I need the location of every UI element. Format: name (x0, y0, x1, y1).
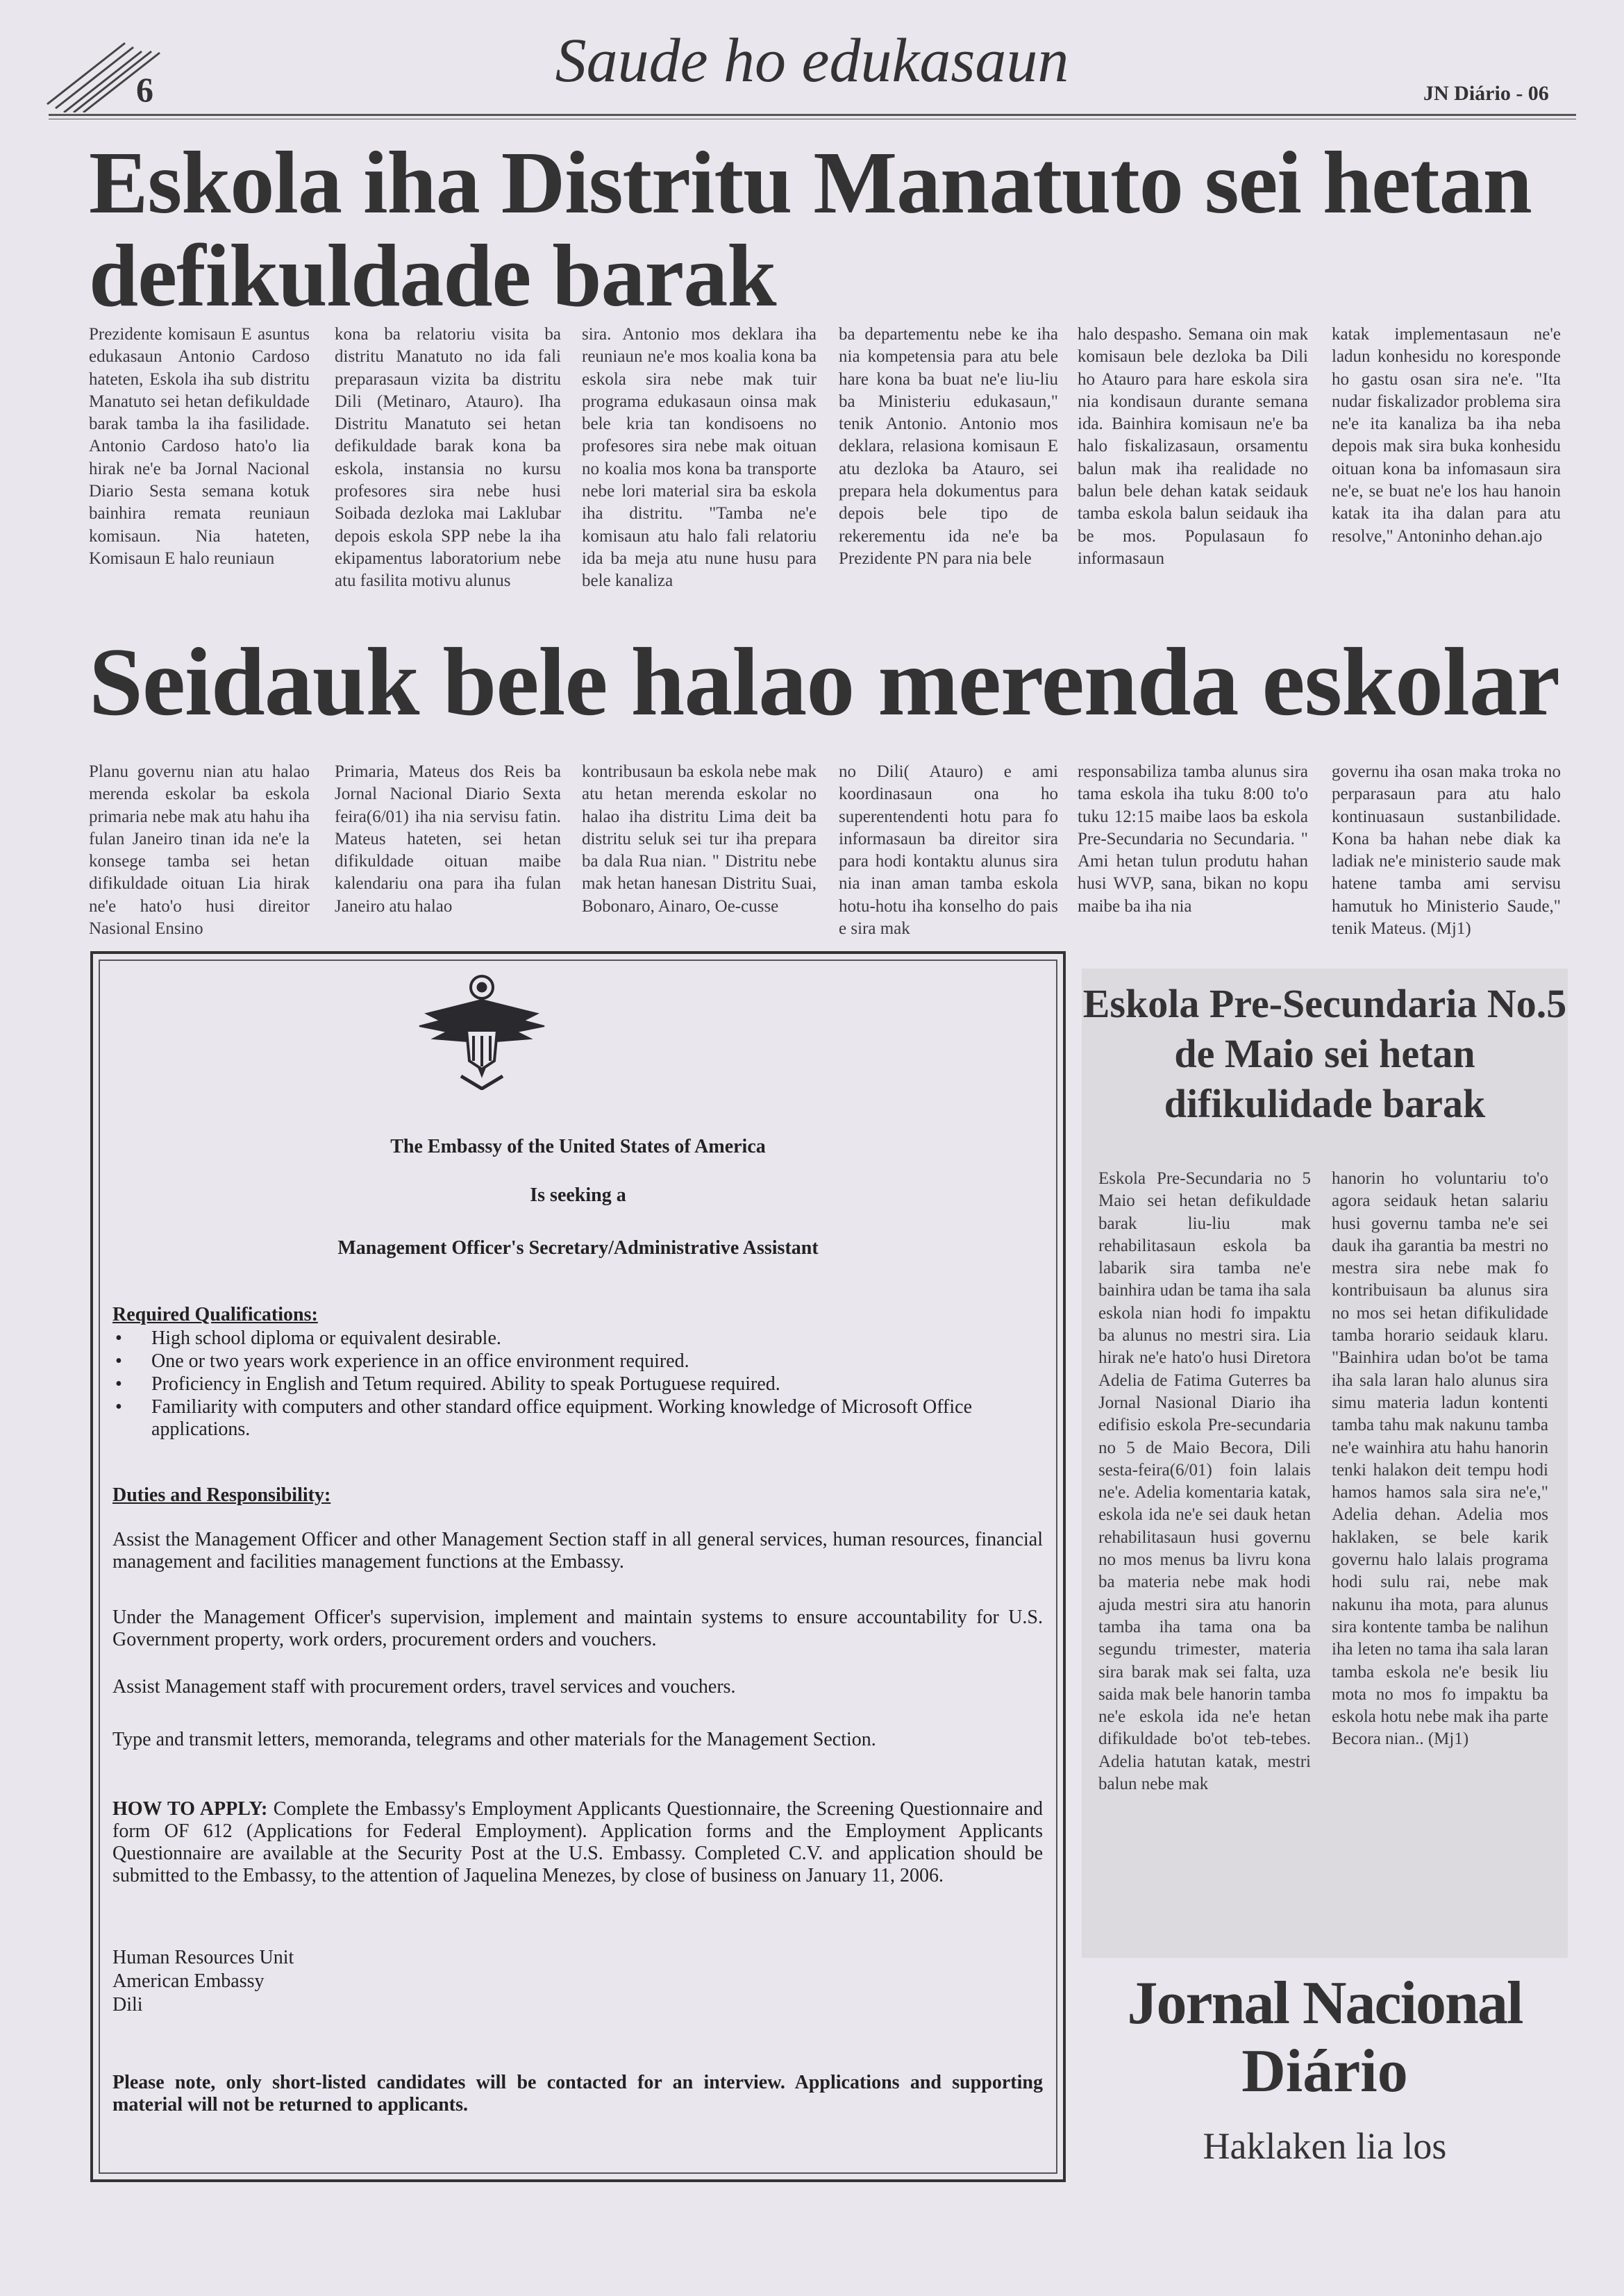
newspaper-tagline: Haklaken lia los (1203, 2125, 1447, 2167)
header-rule (49, 114, 1576, 116)
article1-column-6: katak implementasaun ne'e ladun konhesidu no koresponde ho gastu osan sira ne'e. "Ita nudar fiskalizador problema sira ne'e ita kanaliza ba iha neba depois mak sira buka konhesidu oituan kona ba infomasaun sira ne'e, se buat ne'e los hau hanoin katak ita iha dalan para atu resolve," Antoninho dehan.ajo (1332, 325, 1561, 546)
article2-column-4: no Dili( Atauro) e ami koordinasaun ona ho superentendenti hotu para fo informasaun ba direitor sira para hodi kontaktu alunus sira nia inan aman tamba eskola hotu-hotu iha konselho do pais e sira mak (839, 762, 1058, 939)
issue-label: JN Diário - 06 (1423, 82, 1549, 105)
page-number: 6 (136, 70, 153, 109)
ad-duty-4: Type and transmit letters, memoranda, telegrams and other materials for the Management Section. (112, 1729, 876, 1750)
ad-apply-text: Complete the Embassy's Employment Applicants Questionnaire, the Screening Questionnaire and form OF 612 (Applications for Federal Employment). Application forms and the Employment Applicants Questionnaire are available at the Security Post at the U.S. Embassy. Completed C.V. and application should be submitted to the Embassy, to the attention of Jaquelina Menezes, by close of business on January 11, 2006. (112, 1798, 1043, 1886)
ad-duty-2: Under the Management Officer's supervision, implement and maintain systems to ensure accountability for U.S. Government property, work orders, procurement orders and vouchers. (112, 1607, 1043, 1650)
sidebar-column-2: hanorin ho voluntariu to'o agora seidauk hetan salariu husi governu tamba ne'e sei dauk iha garantia ba mestri no mestra sira nebe mak fo kontribuisaun ba alunus sira no mos sei hetan difikulidade tamba horario seidauk klaru. "Bainhira udan bo'ot be tama iha sala laran halo alunus sira simu materia ladun kontenti tamba tahu mak nakunu tamba ne'e wainhira atu hahu hanorin tenki halakon deit tempu hodi hamos hamos sala sira ne'e," Adelia dehan. Adelia mos haklaken, se bele karik governu halo lalais programa hodi sulu rai, nebe mak nakunu iha mota, para alunus sira kontente tamba be nalihun iha leten no tama iha sala laran tamba eskola ne'e besik liu mota no mos fo impaktu ba eskola hotu nebe mak iha parte Becora nian.. (Mj1) (1332, 1169, 1548, 1749)
sidebar-headline: Eskola Pre-Secundaria No.5 de Maio sei hetan difikulidade barak (1082, 981, 1567, 1126)
section-title: Saude ho edukasaun (555, 26, 1069, 95)
ad-how-to-apply (112, 1798, 1043, 1887)
ad-position-title: Management Officer's Secretary/Administrative Assistant (337, 1237, 819, 1259)
ad-qualification-text: One or two years work experience in an office environment required. (151, 1350, 689, 1372)
newspaper-logo-line-1: Jornal Nacional (1127, 1970, 1523, 2037)
bullet-icon: • (115, 1396, 122, 1418)
article2-column-6: governu iha osan maka troka no perparasaun para atu halo kontinuasaun sustanbilidade. Kona ba hahan nebe diak ka ladiak ne'e ministerio saude mak hatene tamba ami servisu hamutuk ho Ministerio Saude," tenik Mateus. (Mj1) (1332, 762, 1561, 939)
bullet-icon: • (115, 1373, 122, 1395)
ad-apply-label: HOW TO APPLY: (112, 1798, 268, 1820)
article2-column-5: responsabiliza tamba alunus sira tama eskola iha tuku 8:00 to'o tuku 12:15 maibe laos ba eskola Pre-Secundaria no Secundaria. " Ami hetan tulun produtu hahan husi WVP, sana, bikan no kopu maibe ba iha nia (1078, 762, 1308, 916)
ad-qualifications-title: Required Qualifications: (112, 1304, 318, 1325)
us-embassy-seal-icon (412, 972, 551, 1090)
article2-headline: Seidauk bele halao merenda eskolar (89, 628, 1560, 736)
article1-column-2: kona ba relatoriu visita ba distritu Manatuto no ida fali preparasaun vizita ba distritu Dili (Metinaro, Atauro). Iha Distritu Manatuto sei hetan defikuldade barak kona ba eskola, instansia no kursu profesores sira nebe husi Soibada dezloka mai Laklubar depois eskola SPP nebe la iha ekipamentus laboratorium nebe atu fasilita motivu alunus (335, 325, 561, 591)
article2-column-2: Primaria, Mateus dos Reis ba Jornal Nacional Diario Sexta feira(6/01) iha nia servisu fatin. Mateus hateten, sei hetan difikuldade oituan maibe kalendariu ona para iha fulan Janeiro atu halao (335, 762, 561, 916)
ad-qualification-text: High school diploma or equivalent desirable. (151, 1327, 501, 1349)
article2-column-3: kontribusaun ba eskola nebe mak atu hetan merenda eskolar no halao iha distritu Lima deit ba distritu seluk sei tur iha prepara ba dala Rua nian. " Distritu nebe mak hetan hanesan Distritu Suai, Bobonaro, Ainaro, Oe-cusse (582, 762, 817, 916)
ad-address-line-3: Dili (112, 1994, 143, 2016)
ad-qualification-text: Familiarity with computers and other standard office equipment. Working knowledge of Microsoft Office applications. (151, 1396, 973, 1440)
article1-column-5: halo despasho. Semana oin mak komisaun bele dezloka ba Dili ho Atauro para hare eskola sira nia kondisaun durante semana ida. Bainhira komisaun ne'e ba halo fiskalizasaun, orsamentu balun mak iha realidade no balun bele dehan katak seidauk tamba eskola balun seidauk iha be mos. Populasaun fo informasaun (1078, 325, 1308, 568)
ad-address-line-2: American Embassy (112, 1970, 265, 1992)
ad-duty-1: Assist the Management Officer and other Management Section staff in all general services, human resources, financial management and facilities management functions at the Embassy. (112, 1529, 1043, 1573)
ad-address-line-1: Human Resources Unit (112, 1947, 294, 1968)
sidebar-column-1: Eskola Pre-Secundaria no 5 Maio sei hetan defikuldade barak liu-liu mak rehabilitasaun eskola ba labarik sira tamba ne'e bainhira udan be tama iha sala eskola nian hodi fo impaktu ba alunus no mestri sira. Lia hirak ne'e hato'o husi Diretora Adelia de Fatima Guterres ba Jornal Nasional Diario iha edifisio eskola Pre-secundaria no 5 de Maio Becora, Dili sesta-feira(6/01) foin lalais ne'e. Adelia komentaria katak, eskola ida ne'e sei dauk hetan rehabilitasaun husi governu no mos menus ba livru kona ba materia nebe mak hodi ajuda mestri sira atu hanorin tamba iha tama ona ba segundu trimester, materia sira barak mak sei falta, uza saida mak bele hanorin tamba ne'e eskola ida ne'e hetan difikuldade bo'ot teb-tebes. Adelia hatutan katak, mestri balun nebe mak (1098, 1169, 1311, 1794)
ad-qualification-item (112, 1373, 1043, 1396)
article1-column-1: Prezidente komisaun E asuntus edukasaun Antonio Cardoso hateten, Eskola iha sub distritu Manatuto sei hetan defikuldade barak tamba la iha fasilidade. Antonio Cardoso hato'o lia hirak ne'e ba Jornal Nacional Diario Sesta semana kotuk bainhira remata reuniaun komisaun. Nia hateten, Komisaun E halo reuniaun (89, 325, 310, 568)
ad-qualification-text: Proficiency in English and Tetum required. Ability to speak Portuguese required. (151, 1373, 780, 1395)
article2-column-1: Planu governu nian atu halao merenda eskolar ba eskola primaria nebe mak atu hahu iha fulan Janeiro tinan ida ne'e la konsege tamba sei hetan difikuldade oituan Lia hirak ne'e hato'o husi direitor Nasional Ensino (89, 762, 310, 939)
ad-qualifications-list (112, 1327, 1043, 1441)
ad-seeking: Is seeking a (530, 1184, 626, 1206)
bullet-icon: • (115, 1350, 122, 1372)
ad-qualification-item (112, 1396, 1043, 1441)
bullet-icon: • (115, 1327, 122, 1349)
article1-column-3: sira. Antonio mos deklara iha reuniaun ne'e mos koalia kona ba eskola sira nebe mak tuir programa edukasaun oinsa mak bele kria tan kondisoens no profesores sira nebe mak oituan no koalia mos kona ba transporte nebe lori material sira ba eskola iha distritu. "Tamba ne'e komisaun atu halo fali relatoriu ida ba meja atu nune husu para bele kanaliza (582, 325, 817, 591)
ad-note: Please note, only short-listed candidates will be contacted for an interview. Applications and supporting material will not be returned to applicants. (112, 2072, 1043, 2115)
article1-column-4: ba departementu nebe ke iha nia kompetensia para atu bele hare kona ba buat ne'e liu-liu ba Ministeriu edukasaun," tenik Antonio. Antonio mos deklara, relasiona komisaun E atu dezloka ba Atauro, sei prepara hela dokumentus para depois bele tipo de rekerementu ida ne'e ba Prezidente PN para nia bele (839, 325, 1058, 568)
ad-duty-3: Assist Management staff with procurement orders, travel services and vouchers. (112, 1676, 736, 1698)
ad-qualification-item (112, 1350, 1043, 1373)
ad-embassy-name: The Embassy of the United States of America (390, 1136, 766, 1157)
newspaper-logo-line-2: Diário (1241, 2038, 1408, 2105)
ad-qualification-item (112, 1327, 1043, 1350)
ad-duties-title: Duties and Responsibility: (112, 1484, 331, 1506)
article1-headline: Eskola iha Distritu Manatuto sei hetan defikuldade barak (89, 133, 1532, 325)
